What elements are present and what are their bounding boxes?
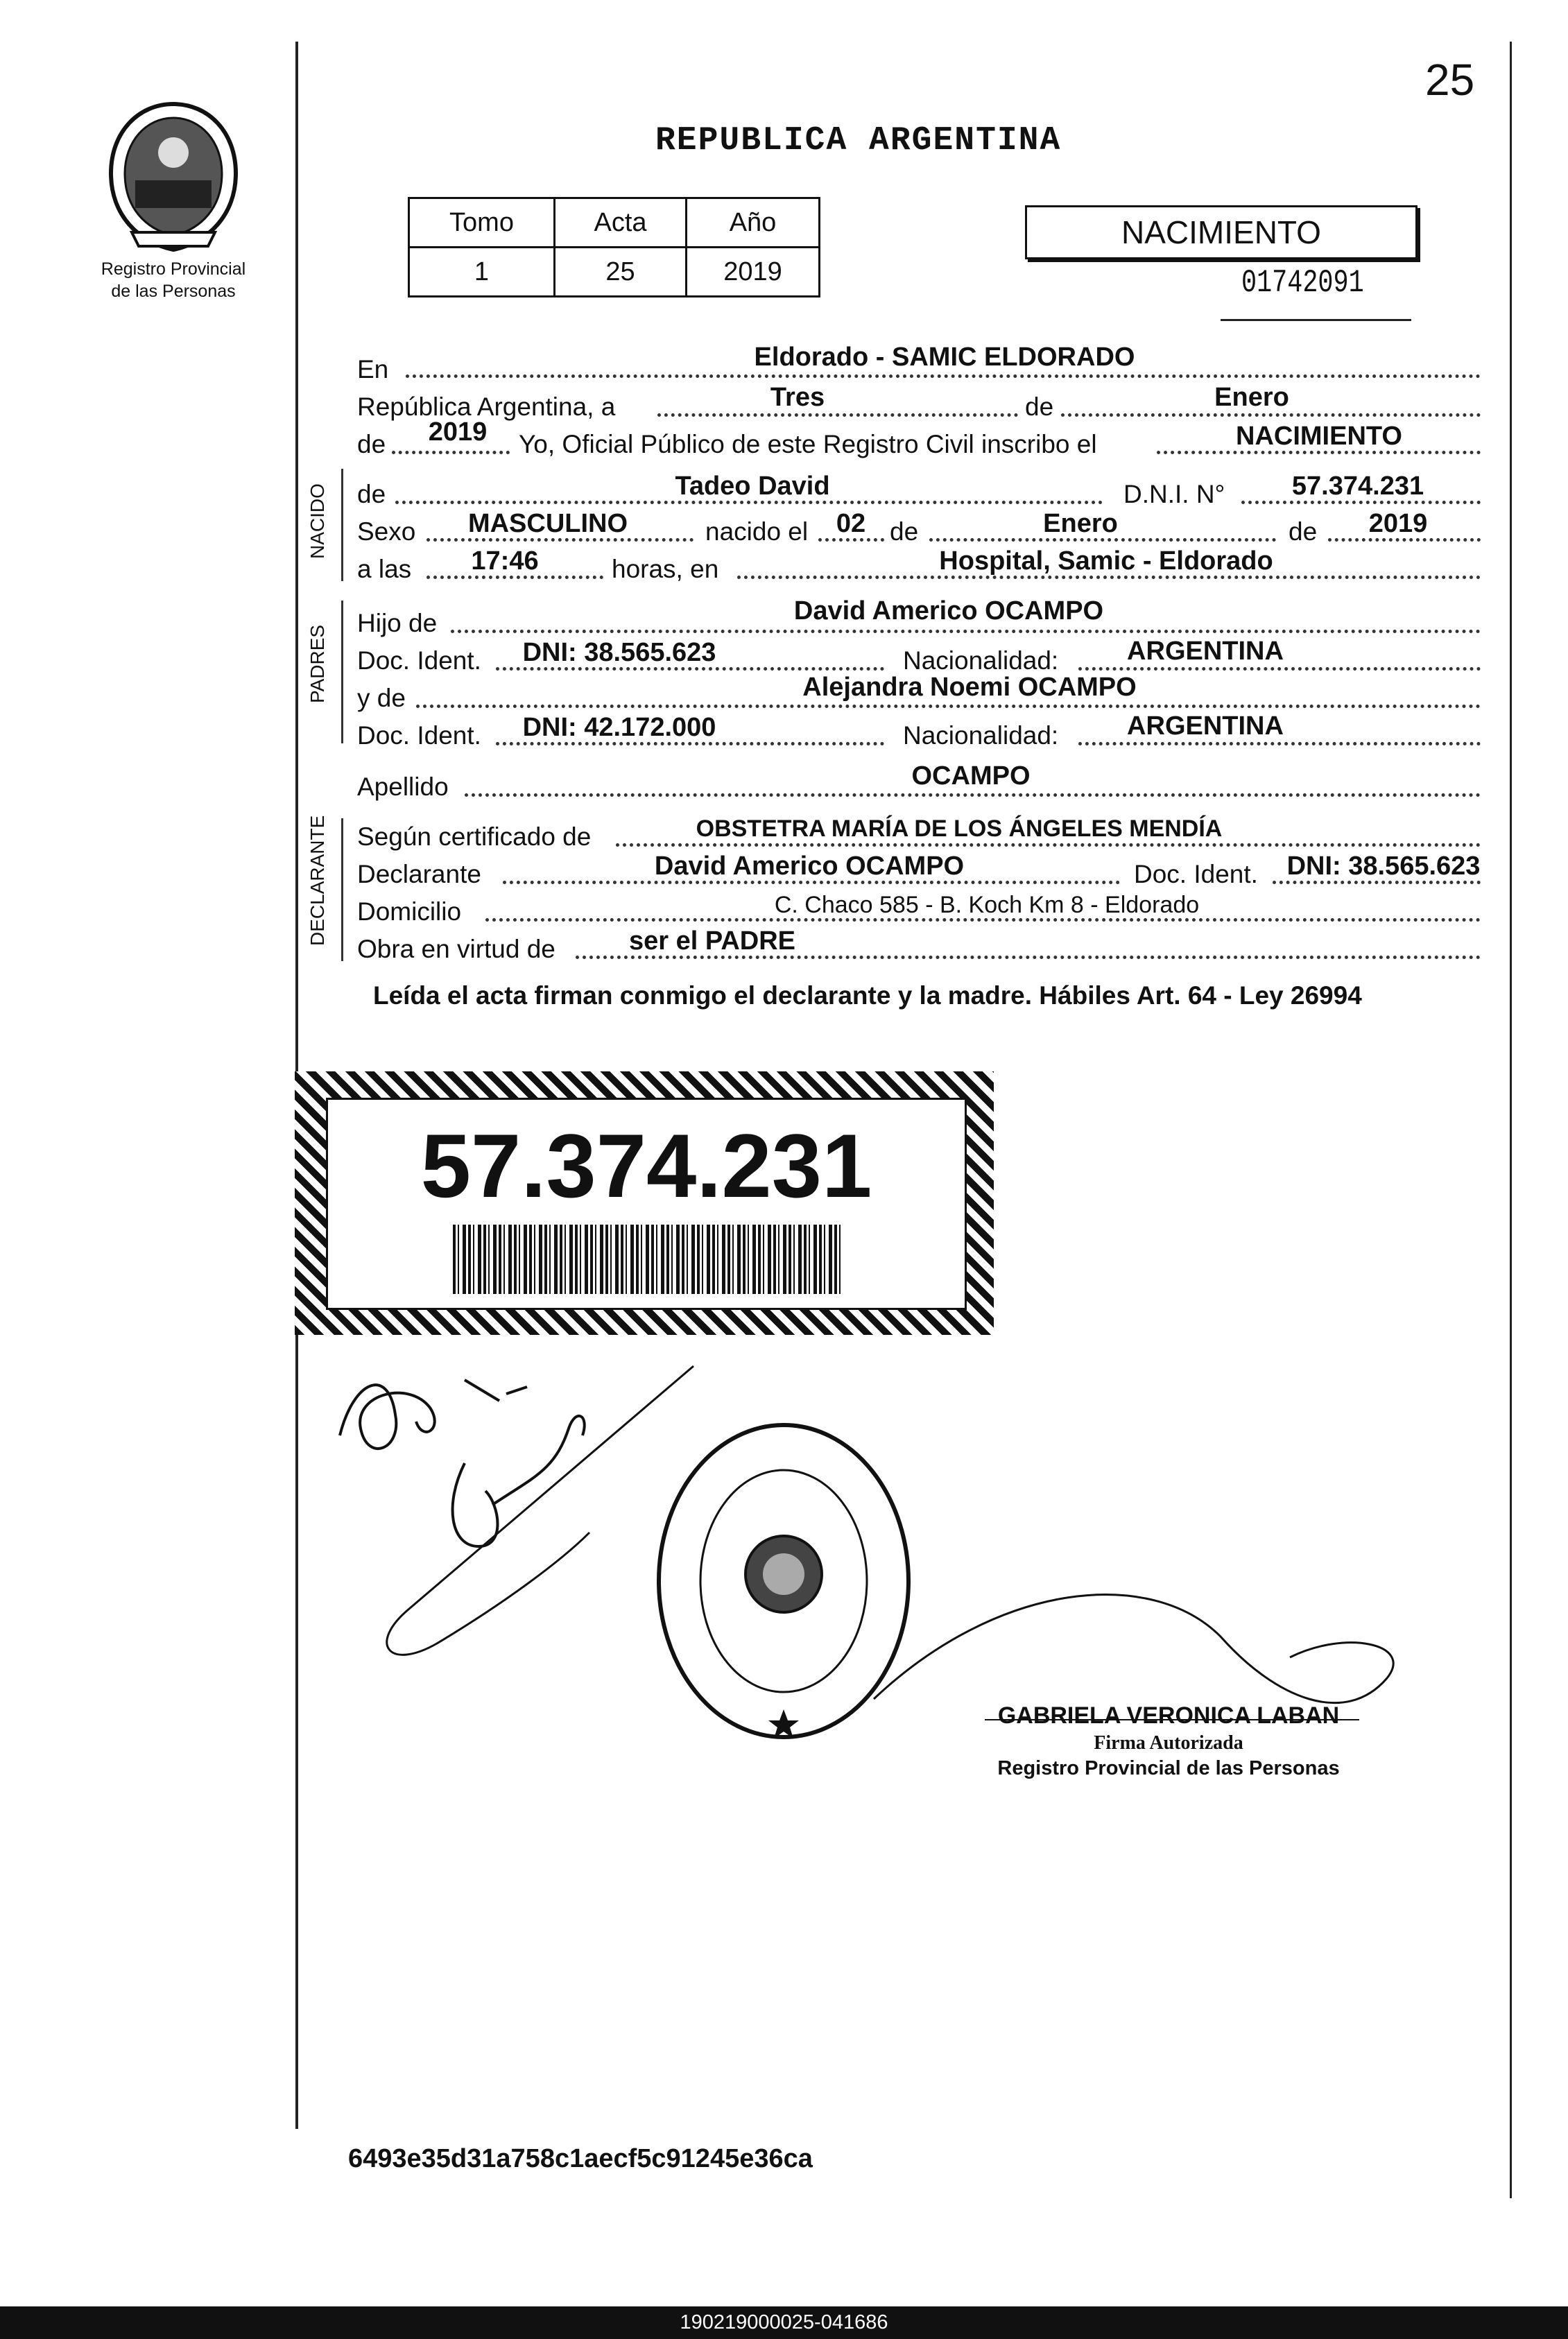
- year-value: 2019: [428, 417, 488, 447]
- mother-doc-label: Doc. Ident.: [357, 721, 481, 750]
- page-number: 25: [1425, 55, 1475, 105]
- signatory-org: Registro Provincial de las Personas: [997, 1757, 1340, 1779]
- registry-line1: Registro Provincial: [101, 259, 246, 279]
- record-table: [408, 197, 820, 297]
- dni-sticker-inner: [326, 1098, 967, 1310]
- declarante-name-value: David Americo OCAMPO: [654, 852, 965, 881]
- nacido-de-label: de: [357, 480, 386, 508]
- value-tomo: 1: [409, 248, 555, 297]
- declarante-section-label: DECLARANTE: [307, 815, 328, 946]
- mother-nationality-value: ARGENTINA: [1127, 711, 1284, 741]
- child-name-value: Tadeo David: [675, 472, 830, 501]
- de-label: de: [1025, 392, 1054, 421]
- declarante-doc-value: DNI: 38.565.623: [1286, 852, 1481, 881]
- father-name-value: David Americo OCAMPO: [793, 596, 1104, 625]
- registry-name: [66, 258, 281, 302]
- place-value: Eldorado - SAMIC ELDORADO: [754, 343, 1135, 372]
- dni-barcode: [453, 1225, 841, 1294]
- coat-of-arms-logo: [104, 97, 243, 257]
- father-nationality-value: ARGENTINA: [1127, 637, 1284, 666]
- year-label: de: [357, 430, 386, 458]
- dni-sticker: [295, 1071, 994, 1335]
- signatory-name: GABRIELA VERONICA LABAN: [997, 1702, 1340, 1729]
- nacido-el-label: nacido el: [705, 517, 809, 546]
- en-label: En: [357, 355, 389, 383]
- event-value: NACIMIENTO: [1236, 422, 1402, 451]
- cert-value: OBSTETRA MARÍA DE LOS ÁNGELES MENDÍA: [696, 815, 1223, 842]
- day-words-value: Tres: [770, 383, 825, 412]
- birth-de-label-2: de: [1289, 517, 1318, 546]
- hijo-de-label: Hijo de: [357, 609, 438, 637]
- father-doc-label: Doc. Ident.: [357, 646, 481, 675]
- value-ano: 2019: [687, 248, 820, 297]
- republica-label: República Argentina, a: [357, 392, 616, 421]
- serial-underline: [1221, 319, 1411, 321]
- document-hash: 6493e35d31a758c1aecf5c91245e36ca: [348, 2144, 813, 2173]
- dots: [465, 793, 1481, 797]
- dots: [416, 705, 1481, 708]
- dots: [451, 630, 1481, 633]
- value-acta: 25: [555, 248, 687, 297]
- signatory-role: Firma Autorizada: [1094, 1732, 1243, 1754]
- a-las-label: a las: [357, 555, 412, 583]
- y-de-label: y de: [357, 684, 406, 712]
- header-tomo: Tomo: [409, 198, 555, 248]
- padres-bracket: [341, 601, 352, 743]
- father-doc-value: DNI: 38.565.623: [522, 638, 716, 667]
- header-acta: Acta: [555, 198, 687, 248]
- dni-label: D.N.I. N°: [1123, 480, 1225, 508]
- signing-note: Leída el acta firman conmigo el declarante y la madre. Hábiles Art. 64 - Ley 26994: [373, 981, 1362, 1010]
- birth-day-value: 02: [836, 509, 866, 538]
- padres-section-label: PADRES: [307, 624, 328, 703]
- header-ano: Año: [687, 198, 820, 248]
- cert-label: Según certificado de: [357, 822, 592, 851]
- birth-de-label: de: [890, 517, 919, 546]
- nacido-section-label: NACIDO: [307, 483, 328, 559]
- dots: [616, 843, 1481, 847]
- declarante-bracket: [341, 818, 352, 961]
- month-value: Enero: [1214, 383, 1289, 412]
- birth-month-value: Enero: [1043, 509, 1118, 538]
- apellido-value: OCAMPO: [911, 761, 1031, 791]
- registry-line2: de las Personas: [111, 282, 236, 301]
- mother-doc-value: DNI: 42.172.000: [522, 713, 716, 742]
- record-type-box: [1025, 205, 1418, 259]
- mother-nat-label: Nacionalidad:: [903, 721, 1059, 750]
- serial-number: 01742091: [1241, 265, 1364, 301]
- dots: [406, 374, 1481, 378]
- footer-id: 190219000025-041686: [680, 2311, 888, 2333]
- birth-time-value: 17:46: [471, 546, 539, 576]
- dots: [392, 451, 510, 454]
- declarante-doc-label: Doc. Ident.: [1134, 860, 1258, 888]
- child-dni-value: 57.374.231: [1291, 472, 1424, 501]
- country-title: REPUBLICA ARGENTINA: [655, 122, 1062, 159]
- domicilio-label: Domicilio: [357, 897, 462, 926]
- signatory-block: [974, 1702, 1363, 1780]
- birth-year-value: 2019: [1368, 509, 1428, 538]
- apellido-label: Apellido: [357, 773, 449, 801]
- dots: [657, 413, 1018, 417]
- father-nat-label: Nacionalidad:: [903, 646, 1059, 675]
- footer-bar: [0, 2306, 1568, 2339]
- officer-text: Yo, Oficial Público de este Registro Civil inscribo el: [519, 430, 1097, 458]
- dots: [1061, 413, 1481, 417]
- dots: [1078, 742, 1481, 745]
- record-type: NACIMIENTO: [1121, 214, 1321, 250]
- dots: [1078, 667, 1481, 671]
- declarante-label: Declarante: [357, 860, 481, 888]
- dni-sticker-number: 57.374.231: [420, 1115, 872, 1216]
- address-value: C. Chaco 585 - B. Koch Km 8 - Eldorado: [774, 892, 1200, 918]
- horas-label: horas, en: [612, 555, 719, 583]
- obra-value: ser el PADRE: [628, 926, 796, 956]
- sexo-value: MASCULINO: [467, 509, 628, 538]
- nacido-bracket: [341, 469, 352, 581]
- mother-name-value: Alejandra Noemi OCAMPO: [802, 673, 1137, 702]
- obra-label: Obra en virtud de: [357, 935, 555, 963]
- birth-place-value: Hospital, Samic - Eldorado: [939, 546, 1273, 576]
- right-margin-line: [1510, 42, 1512, 2198]
- sexo-label: Sexo: [357, 517, 416, 546]
